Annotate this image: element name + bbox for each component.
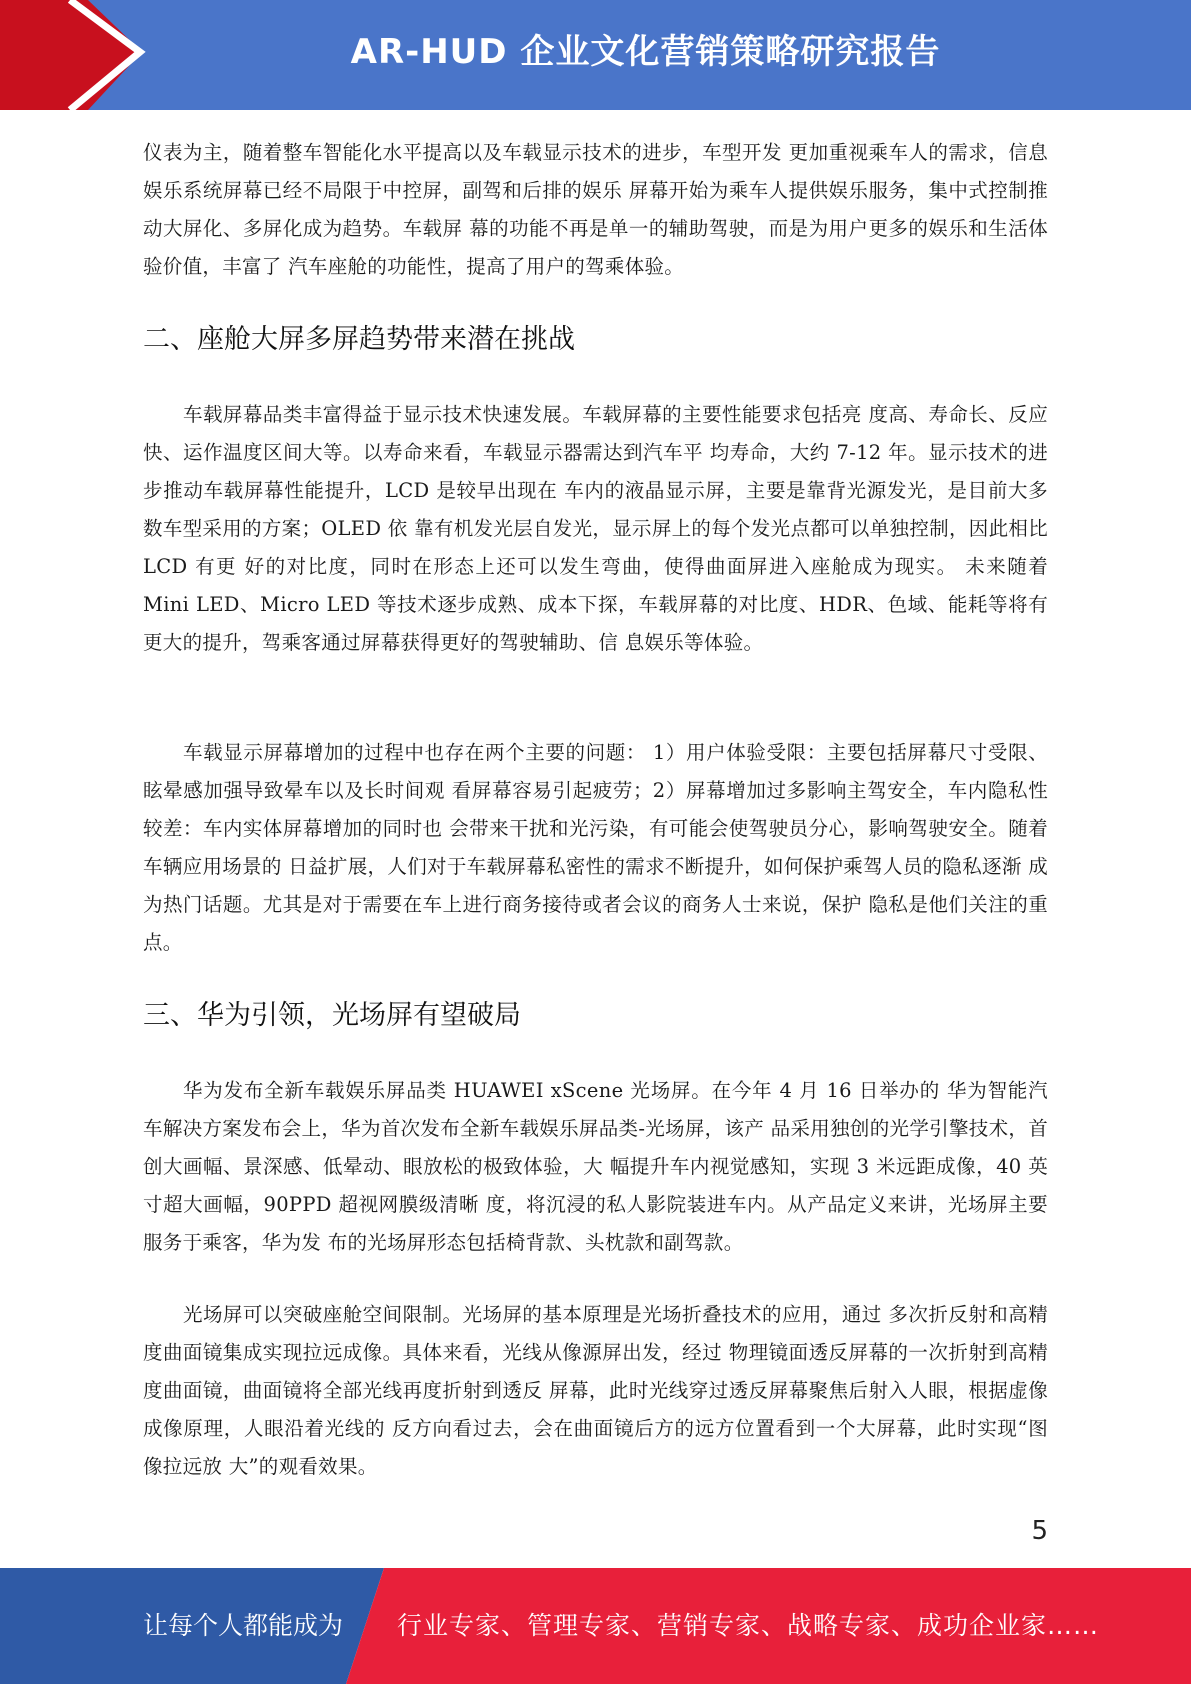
header-banner <box>0 0 1191 110</box>
footer-slogan-left: 让每个人都能成为 <box>143 1611 344 1640</box>
footer-banner <box>0 1568 1191 1684</box>
page-number: 5 <box>1031 1516 1048 1546</box>
report-title: AR-HUD 企业文化营销策略研究报告 <box>350 32 941 72</box>
main-content <box>143 134 1048 1486</box>
paragraph-display-tech: 车载屏幕品类丰富得益于显示技术快速发展。车载屏幕的主要性能要求包括亮 度高、寿命长、反应快、运作温度区间大等。以寿命来看，车载显示器需达到汽车平 均寿命，大约 7-12 年。显示技术的进步推动车载屏幕性能提升，LCD 是较早出现在 车内的液晶显示屏，主要是靠背光源发光，是目前大多数车型采用的方案；OLED 依 靠有机发光层自发光，显示屏上的每个发光点都可以单独控制，因此相比 LCD 有更 好的对比度，同时在形态上还可以发生弯曲，使得曲面屏进入座舱成为现实。 未来随着 Mini LED、Micro LED 等技术逐步成熟、成本下探，车载屏幕的对比度、HDR、色域、能耗等将有更大的提升，驾乘客通过屏幕获得更好的驾驶辅助、信 息娱乐等体验。 <box>143 403 1048 654</box>
section-heading-3: 三、华为引领，光场屏有望破局 <box>143 1000 521 1031</box>
paragraph-screen-problems: 车载显示屏幕增加的过程中也存在两个主要的问题： 1）用户体验受限：主要包括屏幕尺寸受限、眩晕感加强导致晕车以及长时间观 看屏幕容易引起疲劳；2）屏幕增加过多影响主驾安全，车内隐私性较差：车内实体屏幕增加的同时也 会带来干扰和光污染，有可能会使驾驶员分心，影响驾驶安全。随着车辆应用场景的 日益扩展，人们对于车载屏幕私密性的需求不断提升，如何保护乘驾人员的隐私逐渐 成为热门话题。尤其是对于需要在车上进行商务接待或者会议的商务人士来说，保护 隐私是他们关注的重点。 <box>143 741 1048 954</box>
paragraph-light-field-principle: 光场屏可以突破座舱空间限制。光场屏的基本原理是光场折叠技术的应用，通过 多次折反射和高精度曲面镜集成实现拉远成像。具体来看，光线从像源屏出发，经过 物理镜面透反屏幕的一次折射到高精度曲面镜，曲面镜将全部光线再度折射到透反 屏幕，此时光线穿过透反屏幕聚焦后射入人眼，根据虚像成像原理，人眼沿着光线的 反方向看过去，会在曲面镜后方的远方位置看到一个大屏幕，此时实现“图像拉远放 大”的观看效果。 <box>143 1303 1048 1478</box>
section-heading-2: 二、座舱大屏多屏趋势带来潜在挑战 <box>143 324 575 355</box>
paragraph-huawei-release: 华为发布全新车载娱乐屏品类 HUAWEI xScene 光场屏。在今年 4 月 16 日举办的 华为智能汽车解决方案发布会上，华为首次发布全新车载娱乐屏品类-光场屏，该产 品采用独创的光学引擎技术，首创大画幅、景深感、低晕动、眼放松的极致体验，大 幅提升车内视觉感知，实现 3 米远距成像，40 英寸超大画幅，90PPD 超视网膜级清晰 度，将沉浸的私人影院装进车内。从产品定义来讲，光场屏主要服务于乘客，华为发 布的光场屏形态包括椅背款、头枕款和副驾款。 <box>143 1079 1048 1254</box>
paragraph-intro: 仪表为主，随着整车智能化水平提高以及车载显示技术的进步，车型开发 更加重视乘车人的需求，信息娱乐系统屏幕已经不局限于中控屏，副驾和后排的娱乐 屏幕开始为乘车人提供娱乐服务，集中式控制推动大屏化、多屏化成为趋势。车载屏 幕的功能不再是单一的辅助驾驶，而是为用户更多的娱乐和生活体验价值，丰富了 汽车座舱的功能性，提高了用户的驾乘体验。 <box>143 141 1048 278</box>
footer-slogan-right: 行业专家、管理专家、营销专家、战略专家、成功企业家…… <box>397 1611 1100 1640</box>
